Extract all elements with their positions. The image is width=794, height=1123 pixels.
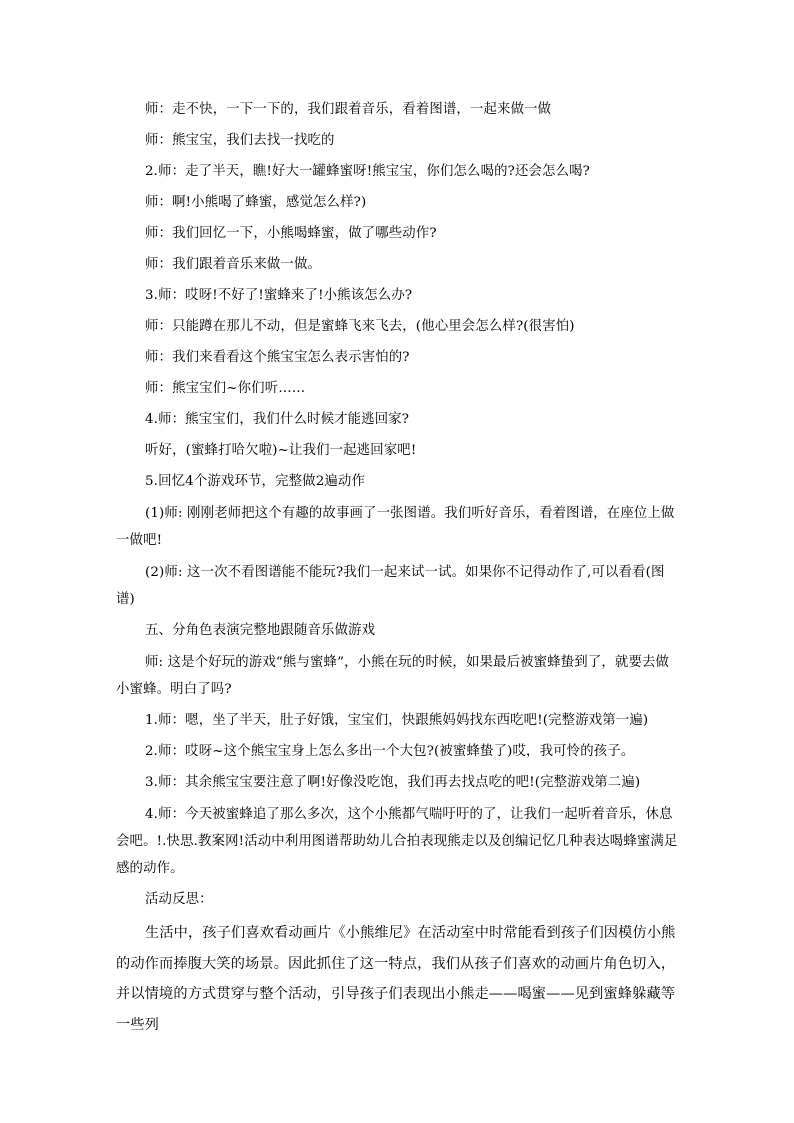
document-body — [116, 97, 680, 1045]
reflection-heading: 活动反思： — [145, 892, 213, 907]
paragraph-15: (2)师: 这一次不看图谱能不能玩?我们一起来试一试。如果你不记得动作了,可以看看(图谱) — [116, 565, 665, 607]
paragraph-14: (1)师: 刚刚老师把这个有趣的故事画了一张图谱。我们听好音乐，看着图谱，在座位上做一做吧! — [116, 506, 675, 548]
paragraph-3: 2.师：走了半天，瞧!好大一罐蜂蜜呀!熊宝宝，你们怎么喝的?还会怎么喝? — [145, 164, 591, 179]
paragraph-19: 2.师：哎呀~这个熊宝宝身上怎么多出一个大包?(被蜜蜂蛰了)哎，我可怜的孩子。 — [145, 744, 635, 759]
paragraph-8: 师：只能蹲在那儿不动，但是蜜蜂飞来飞去，(他心里会怎么样?(很害怕) — [145, 319, 575, 334]
paragraph-2: 师：熊宝宝，我们去找一找吃的 — [145, 133, 335, 148]
paragraph-1: 师：走不快，一下一下的，我们跟着音乐，看着图谱，一起来做一做 — [145, 102, 552, 117]
paragraph-12: 听好，(蜜蜂打哈欠啦)~让我们一起逃回家吧! — [145, 443, 417, 458]
paragraph-7: 3.师：哎呀!不好了!蜜蜂来了!小熊该怎么办? — [145, 288, 413, 303]
paragraph-4: 师：啊!小熊喝了蜂蜜，感觉怎么样?) — [145, 195, 367, 210]
paragraph-11: 4.师：熊宝宝们，我们什么时候才能逃回家? — [145, 412, 410, 427]
paragraph-17: 师: 这是个好玩的游戏“熊与蜜蜂”，小熊在玩的时候，如果最后被蜜蜂蛰到了，就要去做小蜜蜂。明白了吗? — [116, 655, 670, 697]
paragraph-18: 1.师：嗯，坐了半天，肚子好饿，宝宝们，快跟熊妈妈找东西吃吧!(完整游戏第一遍) — [145, 713, 649, 728]
paragraph-5: 师：我们回忆一下，小熊喝蜂蜜，做了哪些动作? — [145, 226, 437, 241]
paragraph-10: 师：熊宝宝们~你们听…… — [145, 381, 306, 396]
paragraph-20: 3.师：其余熊宝宝要注意了啊!好像没吃饱，我们再去找点吃的吧!(完整游戏第二遍) — [145, 775, 641, 790]
paragraph-13: 5.回忆4个游戏环节，完整做2遍动作 — [145, 474, 365, 489]
paragraph-21: 4.师：今天被蜜蜂追了那么多次，这个小熊都气喘吁吁的了，让我们一起听着音乐，休息会吧。!.快思.教案网!活动中利用图谱帮助幼儿合拍表现熊走以及创编记忆几种表达喝蜂蜜满足感的动作。 — [116, 807, 678, 876]
reflection-paragraph: 生活中，孩子们喜欢看动画片《小熊维尼》在活动室中时常能看到孩子们因模仿小熊的动作而捧腹大笑的场景。因此抓住了这一特点，我们从孩子们喜欢的动画片角色切入，并以情境的方式贯穿与整个活动，引导孩子们表现出小熊走——喝蜜——见到蜜蜂躲藏等一些列 — [116, 925, 676, 1033]
paragraph-9: 师：我们来看看这个熊宝宝怎么表示害怕的? — [145, 350, 410, 365]
paragraph-6: 师：我们跟着音乐来做一做。 — [145, 257, 322, 272]
section-heading: 五、分角色表演完整地跟随音乐做游戏 — [145, 623, 376, 638]
